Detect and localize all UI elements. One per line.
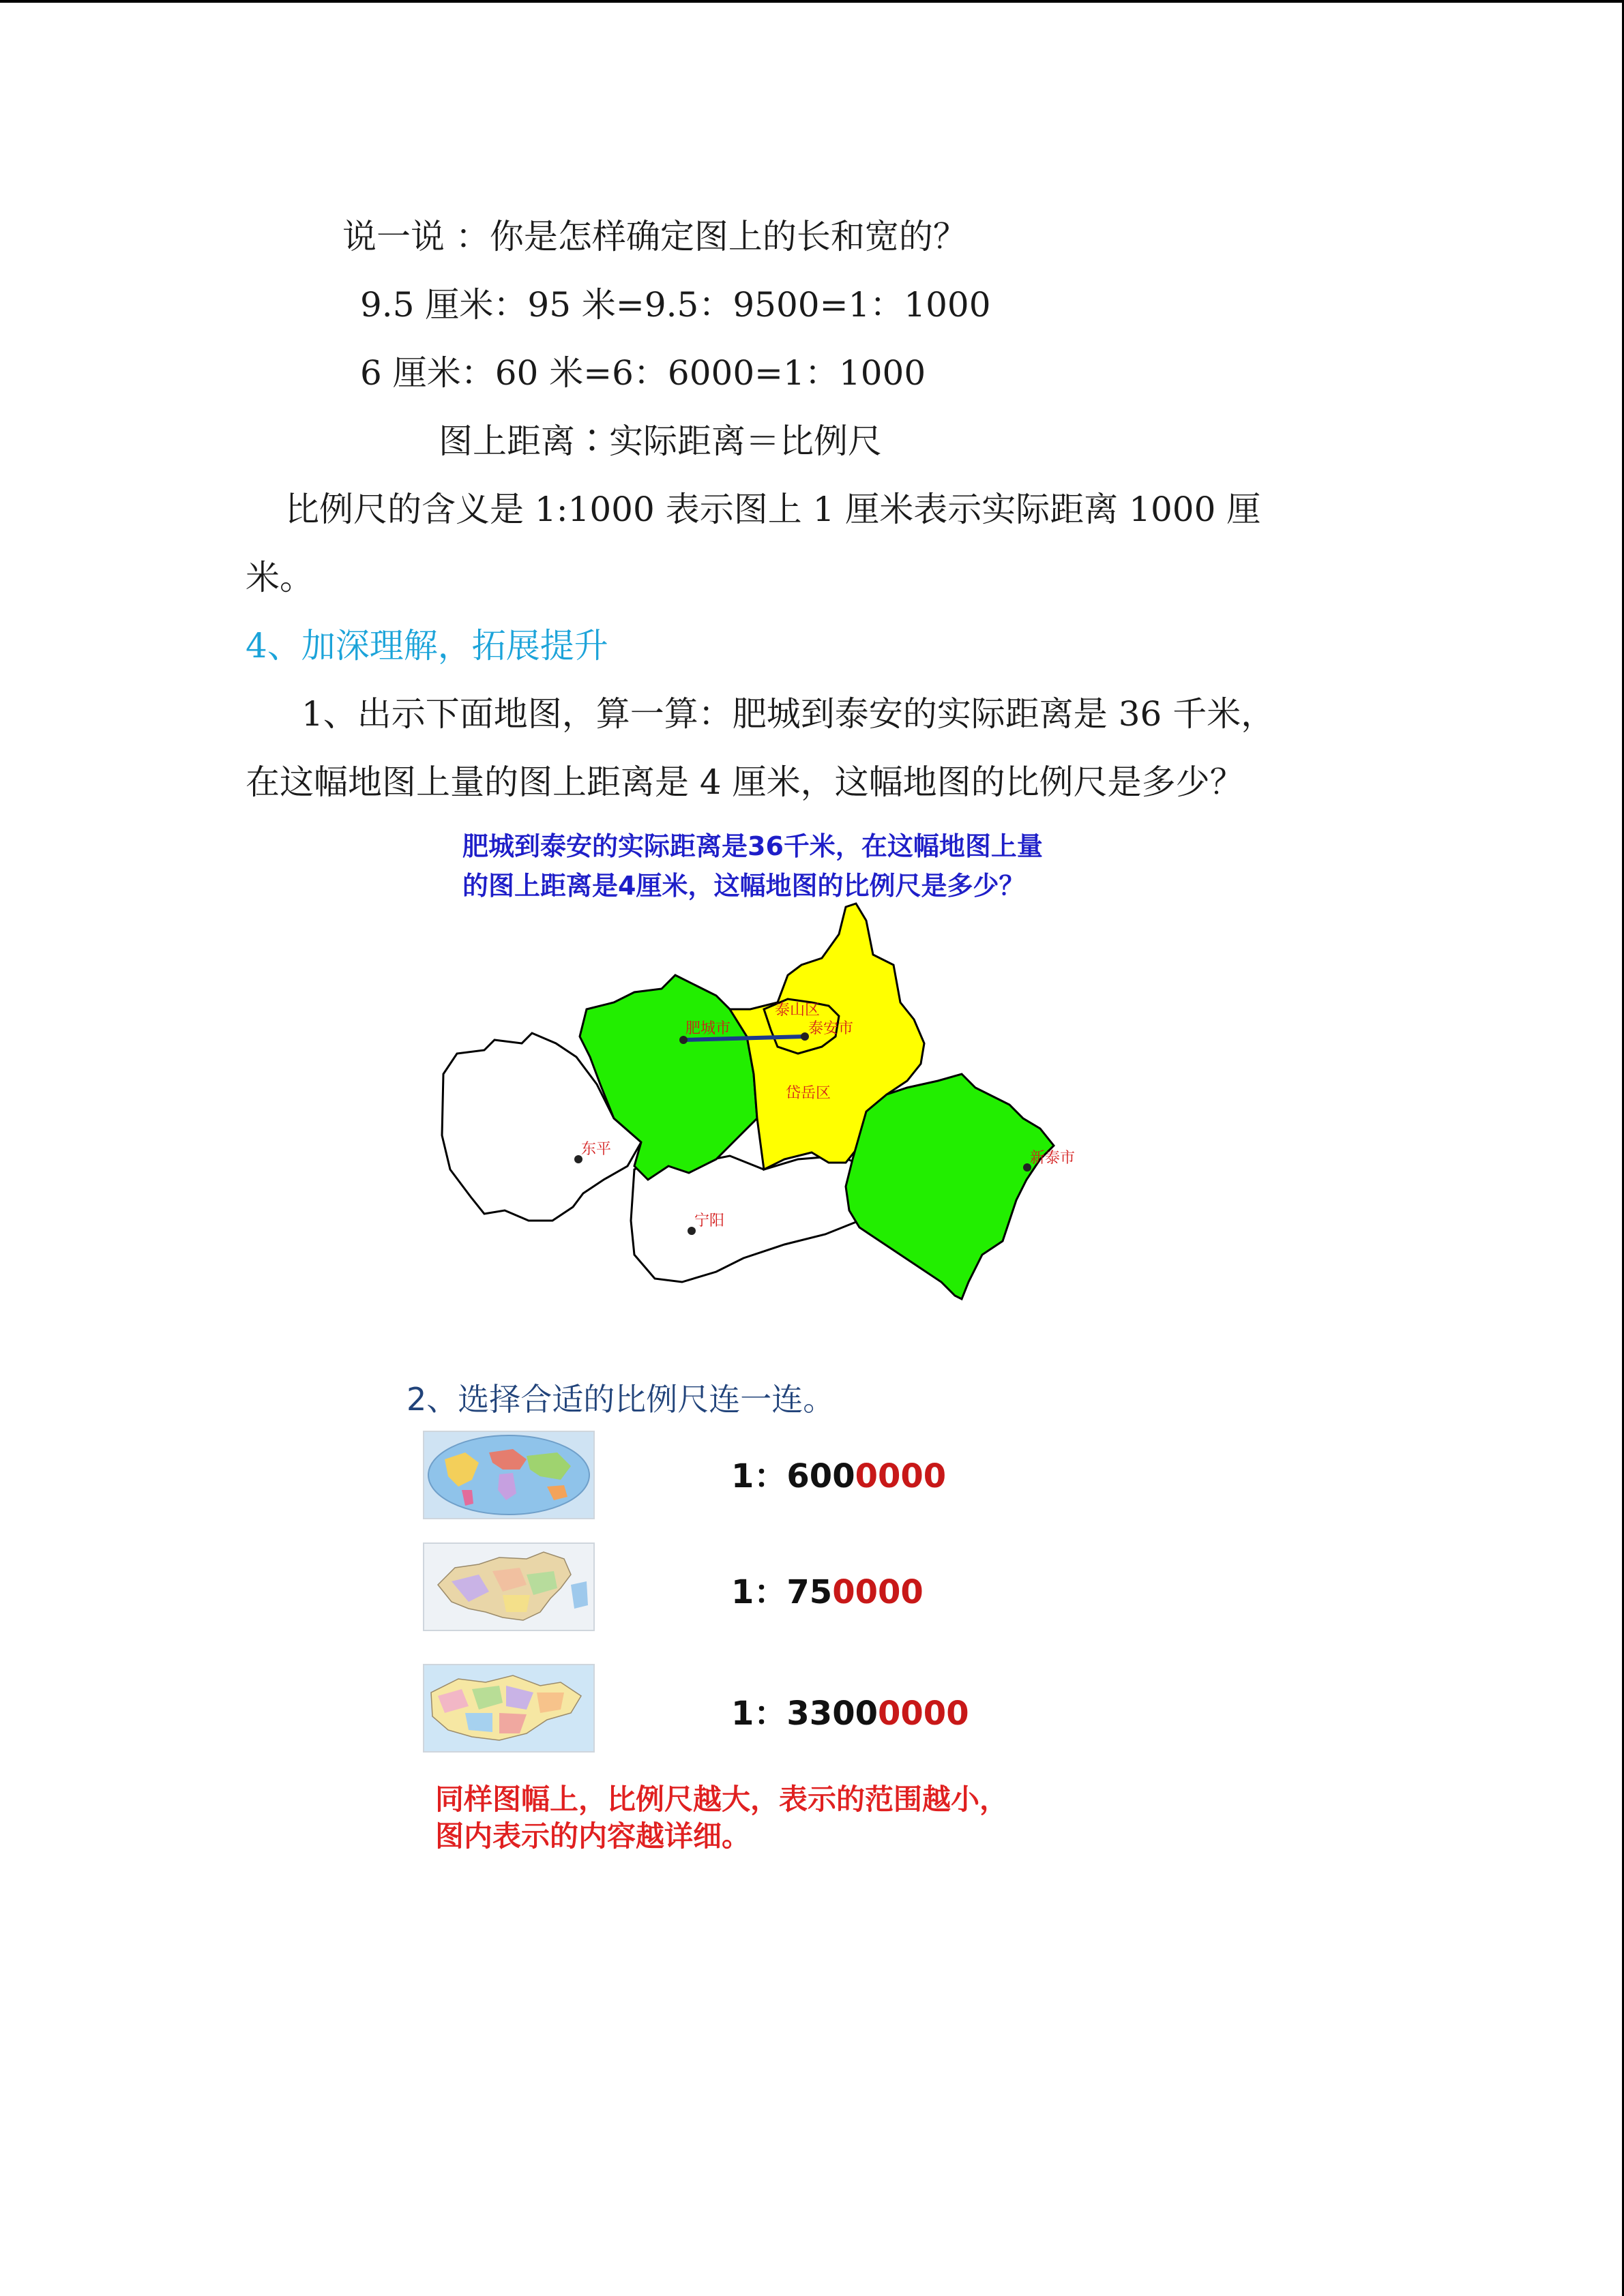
scale-option-3: 1：33000000 bbox=[731, 1695, 969, 1733]
conclusion-note-2: 图内表示的内容越详细。 bbox=[435, 1819, 751, 1853]
section-heading: 4、加深理解，拓展提升 bbox=[246, 626, 608, 666]
label-xintai: 新泰市 bbox=[1030, 1150, 1076, 1167]
text-line-formula: 图上距离∶实际距离＝比例尺 bbox=[439, 421, 882, 461]
label-dongping: 东平 bbox=[581, 1141, 612, 1158]
text-line-meaning: 比例尺的含义是 1:1000 表示图上 1 厘米表示实际距离 1000 厘 bbox=[285, 490, 1261, 529]
province-map-icon bbox=[423, 1664, 595, 1753]
region-ningyang bbox=[631, 1156, 880, 1282]
scale-option-2: 1：750000 bbox=[731, 1573, 924, 1611]
taian-region-map bbox=[430, 900, 1125, 1309]
text-line-meaning-cont: 米。 bbox=[246, 558, 314, 597]
conclusion-note-1: 同样图幅上，比例尺越大，表示的范围越小， bbox=[435, 1783, 1009, 1816]
label-daiyue: 岱岳区 bbox=[786, 1085, 831, 1102]
world-map-icon bbox=[423, 1431, 595, 1519]
label-ningyang: 宁阳 bbox=[694, 1212, 725, 1229]
question-line-2: 在这幅地图上量的图上距离是 4 厘米，这幅地图的比例尺是多少？ bbox=[246, 762, 1244, 802]
label-taishan: 泰山区 bbox=[775, 1002, 821, 1019]
map-figure-title-2: 的图上距离是4厘米，这幅地图的比例尺是多少？ bbox=[462, 871, 1025, 901]
china-map-icon bbox=[423, 1542, 595, 1631]
question-line-1: 1、出示下面地图，算一算：肥城到泰安的实际距离是 36 千米， bbox=[301, 694, 1275, 734]
text-line-say: 说一说 ：你是怎样确定图上的长和宽的？ bbox=[342, 217, 967, 256]
label-taian: 泰安市 bbox=[808, 1020, 854, 1037]
page-top-border bbox=[0, 0, 1624, 3]
scale-option-1: 1：6000000 bbox=[731, 1457, 947, 1495]
region-xintai bbox=[846, 1074, 1054, 1299]
matching-task-title: 2、选择合适的比例尺连一连。 bbox=[407, 1381, 835, 1418]
text-line-calc-length: 9.5 厘米：95 米=9.5：9500=1：1000 bbox=[360, 285, 991, 325]
label-feicheng: 肥城市 bbox=[685, 1020, 731, 1037]
map-figure-title-1: 肥城到泰安的实际距离是36千米，在这幅地图上量 bbox=[462, 831, 1043, 861]
text-line-calc-width: 6 厘米：60 米=6：6000=1：1000 bbox=[360, 353, 926, 393]
